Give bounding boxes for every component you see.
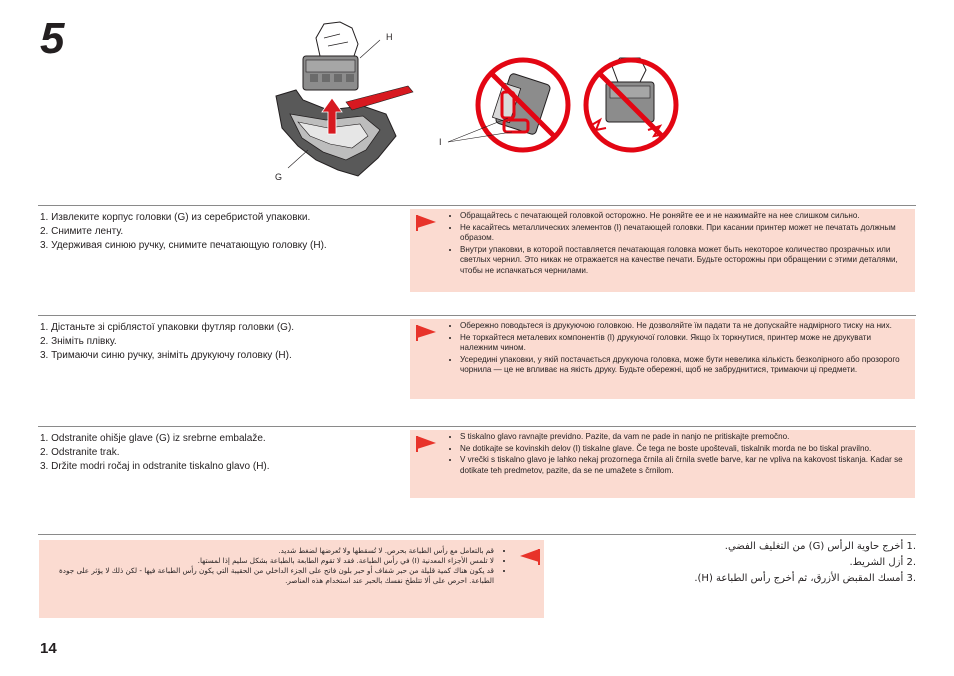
- caution-item: • قم بالتعامل مع رأس الطباعة بحرص. لا تُسقطها ولا تُعرضها لضغط شديد.: [45, 546, 494, 556]
- step-item: 3. Тримаючи синю ручку, зніміть друкуючу головку (H).: [40, 350, 292, 361]
- steps-list: [40, 321, 410, 363]
- caution-box: [410, 319, 915, 399]
- callout-g: G: [275, 172, 283, 182]
- caution-flag-icon: [415, 214, 437, 232]
- steps-list: [556, 539, 916, 587]
- caution-item: • Не торкайтеся металевих компонентів (I) друкуючої головки. Якщо їх торкнутися, принтер може не друкувати належним чином.: [460, 333, 905, 354]
- caution-item: • Усередині упаковки, у якій постачається друкуюча головка, може бути невелика кількість безколірного або прозорого чорнила — це не впливає на якість друку. Будьте обережні, щоб не забруднитися, тримаючи ці предмети.: [460, 355, 905, 376]
- step-number: 5: [40, 14, 64, 63]
- step-item: 1. Odstranite ohišje glave (G) iz srebrne embalaže.: [40, 433, 266, 444]
- page-number: 14: [40, 640, 57, 657]
- caution-item: • Обережно поводьтеся із друкуючою головкою. Не дозволяйте їм падати та не допускайте надмірного тиску на них.: [460, 321, 905, 332]
- caution-item: • قد يكون هناك كمية قليلة من حبر شفاف أو حبر بلون فاتح على الجزء الداخلي من الحقيبة التي يكون رأس الطباعة فيها - لكن ذلك لا يؤثر على جودة الطباعة. احرص على ألا تتلطخ نفسك بالحبر عند استخدام هذه العناصر.: [45, 566, 494, 586]
- prohibited-drop-illustration: [582, 56, 680, 154]
- caution-box: [410, 430, 915, 498]
- steps-list: [40, 432, 410, 474]
- caution-flag-icon: [519, 548, 541, 566]
- step-item: 1. Извлеките корпус головки (G) из серебристой упаковки.: [40, 212, 311, 223]
- step-item: 2. Odstranite trak.: [40, 447, 120, 458]
- caution-item: • S tiskalno glavo ravnajte previdno. Pazite, da vam ne pade in nanjo ne pritiskajte premočno.: [460, 432, 905, 443]
- caution-box: [410, 209, 915, 292]
- step-item: 3. Удерживая синюю ручку, снимите печатающую головку (H).: [40, 240, 327, 251]
- caution-item: • Внутри упаковки, в которой поставляется печатающая головка может быть некоторое количество прозрачных или светлых чернил. Это никак не отражается на качестве печати. Будьте осторожны при обращении с этими деталями, чтобы не испачкаться чернилами.: [460, 245, 905, 277]
- section-russian: [38, 205, 916, 275]
- callout-h: H: [386, 32, 393, 42]
- step-item: .1 أخرج حاوية الرأس (G) من التغليف الفضي.: [724, 541, 916, 552]
- callout-i-leader-lines: [444, 112, 516, 152]
- caution-item: • V vrečki s tiskalno glavo je lahko nekaj prozornega črnila ali črnila svetle barve, kar ne vpliva na kakovost tiskanja. Kadar se dotikate teh predmetov, pazite, da se ne umažete s črnilom.: [460, 455, 905, 476]
- head-removal-illustration: [268, 18, 418, 183]
- caution-flag-icon: [415, 324, 437, 342]
- callout-i: I: [439, 137, 442, 147]
- step-item: 1. Дістаньте зі сріблястої упаковки футляр головки (G).: [40, 322, 295, 333]
- caution-box: [39, 540, 544, 618]
- step-item: .3 أمسك المقبض الأزرق، ثم أخرج رأس الطباعة (H).: [694, 573, 916, 584]
- step-item: 2. Снимите ленту.: [40, 226, 124, 237]
- caution-item: • Обращайтесь с печатающей головкой осторожно. Не роняйте ее и не нажимайте на нее слишком сильно.: [460, 211, 905, 222]
- step-item: 3. Držite modri ročaj in odstranite tiskalno glavo (H).: [40, 461, 270, 472]
- section-ukrainian: [38, 315, 916, 375]
- section-arabic: [38, 534, 916, 585]
- caution-item: • Не касайтесь металлических элементов (I) печатающей головки. При касании принтер может не печатать должным образом.: [460, 223, 905, 244]
- caution-item: • Ne dotikajte se kovinskih delov (I) tiskalne glave. Če tega ne boste upoštevali, tiskalnik morda ne bo tiskal pravilno.: [460, 444, 905, 455]
- section-slovenian: [38, 426, 916, 475]
- caution-item: • لا تلمس الأجزاء المعدنية (I) في رأس الطباعة. فقد لا تقوم الطابعة بالطباعة بشكل سليم إذا لمستها.: [45, 556, 494, 566]
- step-item: 2. Зніміть плівку.: [40, 336, 117, 347]
- step-item: .2 أزل الشريط.: [849, 557, 916, 568]
- caution-flag-icon: [415, 435, 437, 453]
- steps-list: [40, 211, 410, 253]
